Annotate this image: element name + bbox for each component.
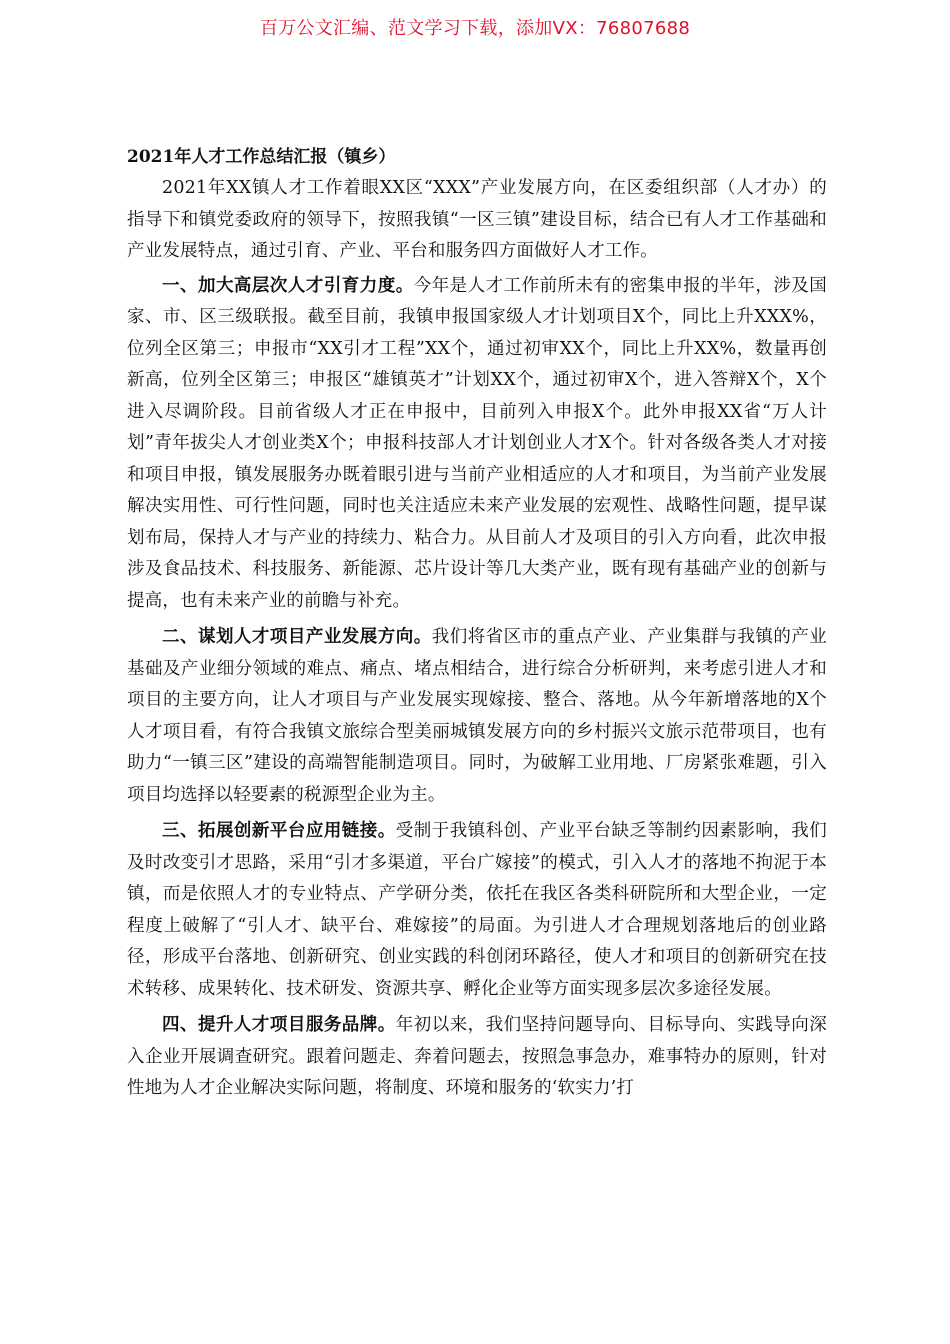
document-title: 2021年人才工作总结汇报（镇乡）: [127, 147, 396, 167]
section-3-paragraph: [127, 816, 827, 1005]
document-body: [127, 141, 827, 1105]
section-2-heading: 二、谋划人才项目产业发展方向。: [162, 627, 432, 647]
section-1-body: 今年是人才工作前所未有的密集申报的半年，涉及国家、市、区三级联报。截至目前，我镇申报国家级人才计划项目X个，同比上升XXX%，位列全区第三；申报市“XX引才工程”XX个，通过初审XX个，同比上升XX%，数量再创新高，位列全区第三；申报区“雄镇英才”计划XX个，通过初审X个，进入答辩X个，X个进入尽调阶段。目前省级人才正在申报中，目前列入申报X个。此外申报XX省“万人计划”青年拔尖人才创业类X个；申报科技部人才计划创业人才X个。针对各级各类人才对接和项目申报，镇发展服务办既着眼引进与当前产业相适应的人才和项目，为当前产业发展解决实用性、可行性问题，同时也关注适应未来产业发展的宏观性、战略性问题，提早谋划布局，保持人才与产业的持续力、粘合力。从目前人才及项目的引入方向看，此次申报涉及食品技术、科技服务、新能源、芯片设计等几大类产业，既有现有基础产业的创新与提高，也有未来产业的前瞻与补充。: [127, 275, 827, 611]
section-2-body: 我们将省区市的重点产业、产业集群与我镇的产业基础及产业细分领域的难点、痛点、堵点相结合，进行综合分析研判，来考虑引进人才和项目的主要方向，让人才项目与产业发展实现嫁接、整合、落地。从今年新增落地的X个人才项目看，有符合我镇文旅综合型美丽城镇发展方向的乡村振兴文旅示范带项目，也有助力“一镇三区”建设的高端智能制造项目。同时，为破解工业用地、厂房紧张难题，引入项目均选择以轻要素的税源型企业为主。: [127, 627, 828, 805]
section-2-paragraph: [127, 622, 827, 811]
section-3-body: 受制于我镇科创、产业平台缺乏等制约因素影响，我们及时改变引才思路，采用“引才多渠道，平台广嫁接”的模式，引入人才的落地不拘泥于本镇，而是依照人才的专业特点、产学研分类，依托在我区各类科研院所和大型企业，一定程度上破解了“引人才、缺平台、难嫁接”的局面。为引进人才合理规划落地后的创业路径，形成平台落地、创新研究、创业实践的科创闭环路径，使人才和项目的创新研究在技术转移、成果转化、技术研发、资源共享、孵化企业等方面实现多层次多途径发展。: [127, 821, 827, 999]
section-4-body: 年初以来，我们坚持问题导向、目标导向、实践导向深入企业开展调查研究。跟着问题走、奔着问题去，按照急事急办，难事特办的原则，针对性地为人才企业解决实际问题，将制度、环境和服务的‘软实力’打: [127, 1015, 827, 1098]
header-banner: 百万公文汇编、范文学习下载，添加VX：76807688: [259, 18, 691, 39]
section-4-paragraph: [127, 1010, 827, 1105]
section-3-heading: 三、拓展创新平台应用链接。: [162, 821, 396, 841]
intro-paragraph: 2021年XX镇人才工作着眼XX区“XXX”产业发展方向，在区委组织部（人才办）的指导下和镇党委政府的领导下，按照我镇“一区三镇”建设目标，结合已有人才工作基础和产业发展特点，通过引育、产业、平台和服务四方面做好人才工作。: [127, 178, 827, 261]
section-4-heading: 四、提升人才项目服务品牌。: [162, 1015, 396, 1035]
section-1-heading: 一、加大高层次人才引育力度。: [162, 275, 414, 296]
section-1-paragraph: [127, 271, 827, 618]
